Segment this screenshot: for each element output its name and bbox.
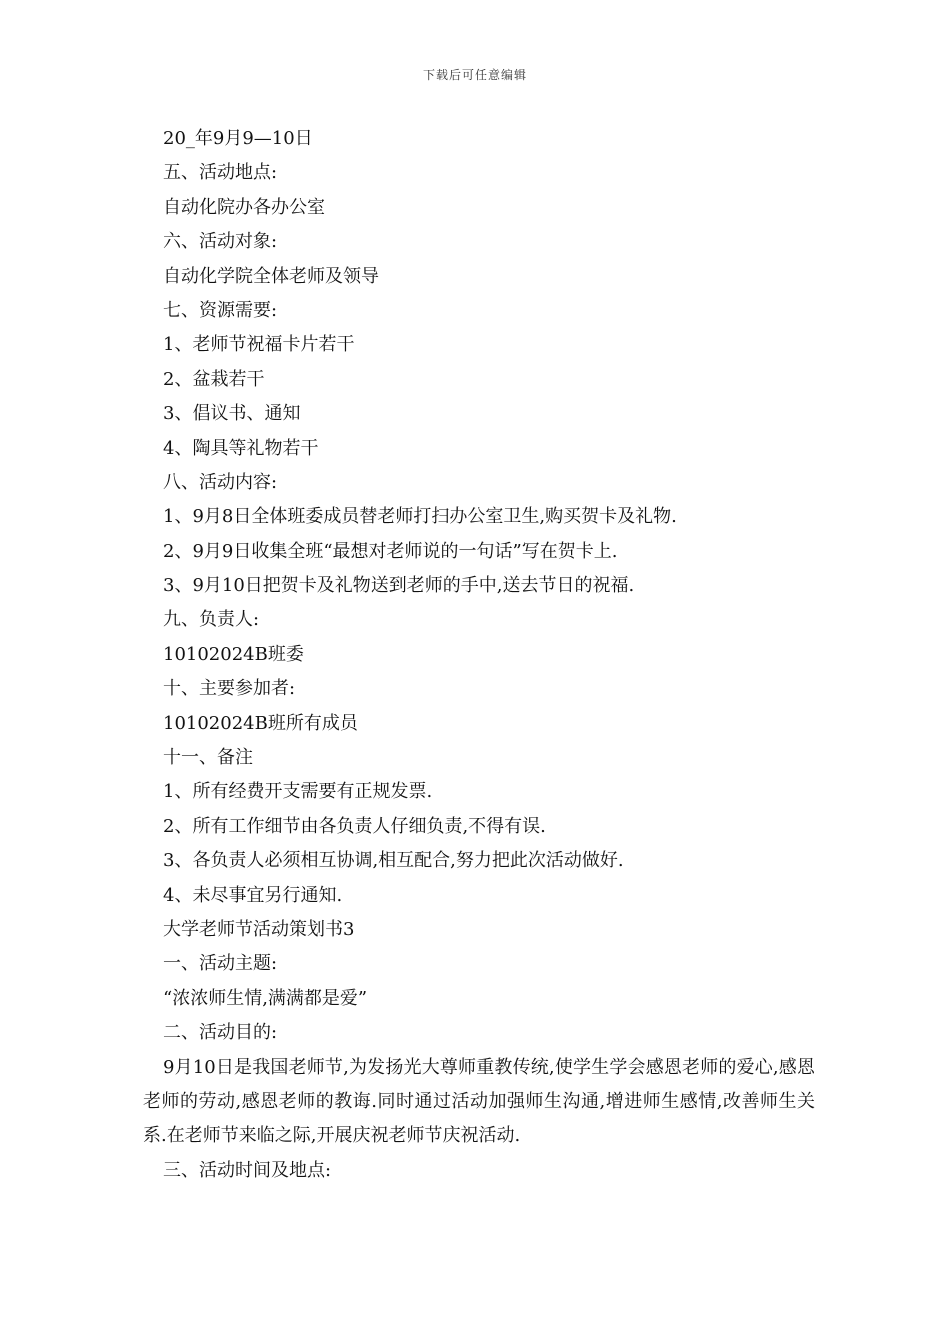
text-line: 10102024B班所有成员 [163, 712, 358, 734]
list-item: 4、未尽事宜另行通知. [163, 884, 343, 906]
theme-quote: “浓浓师生情,满满都是爱” [163, 987, 368, 1009]
list-item: 4、陶具等礼物若干 [163, 437, 319, 459]
text-line: 自动化院办各办公室 [163, 196, 325, 218]
section-heading: 九、负责人: [163, 609, 260, 631]
section-heading: 二、活动目的: [163, 1022, 278, 1044]
list-item: 3、各负责人必须相互协调,相互配合,努力把此次活动做好. [163, 850, 624, 872]
list-item: 3、9月10日把贺卡及礼物送到老师的手中,送去节日的祝福. [163, 575, 635, 597]
list-item: 3、倡议书、通知 [163, 403, 301, 425]
list-item: 1、所有经费开支需要有正规发票. [163, 781, 433, 803]
document-title: 大学老师节活动策划书3 [163, 918, 355, 940]
list-item: 2、9月9日收集全班“最想对老师说的一句话”写在贺卡上. [163, 540, 618, 562]
section-heading: 一、活动主题: [163, 953, 278, 975]
list-item: 1、9月8日全体班委成员替老师打扫办公室卫生,购买贺卡及礼物. [163, 506, 677, 528]
list-item: 2、所有工作细节由各负责人仔细负责,不得有误. [163, 815, 546, 837]
header-note: 下载后可任意编辑 [422, 68, 527, 82]
section-heading: 六、活动对象: [163, 231, 278, 253]
section-heading: 七、资源需要: [163, 299, 278, 321]
section-heading: 十、主要参加者: [163, 678, 296, 700]
list-item: 2、盆栽若干 [163, 368, 265, 390]
list-item: 1、老师节祝福卡片若干 [163, 334, 355, 356]
text-line: 自动化学院全体老师及领导 [163, 265, 379, 287]
section-heading: 五、活动地点: [163, 162, 278, 184]
document-body [143, 122, 815, 1188]
section-heading: 三、活动时间及地点: [163, 1159, 332, 1181]
section-heading: 八、活动内容: [163, 471, 278, 493]
section-heading: 十一、备注 [163, 747, 253, 769]
text-line: 20_年9月9—10日 [163, 128, 313, 149]
text-line: 10102024B班委 [163, 643, 304, 665]
body-paragraph: 9月10日是我国老师节,为发扬光大尊师重教传统,使学生学会感恩老师的爱心,感恩老师的劳动,感恩老师的教诲.同时通过活动加强师生沟通,增进师生感情,改善师生关系.在老师节来临之际,开展庆祝老师节庆祝活动. [143, 1056, 815, 1147]
